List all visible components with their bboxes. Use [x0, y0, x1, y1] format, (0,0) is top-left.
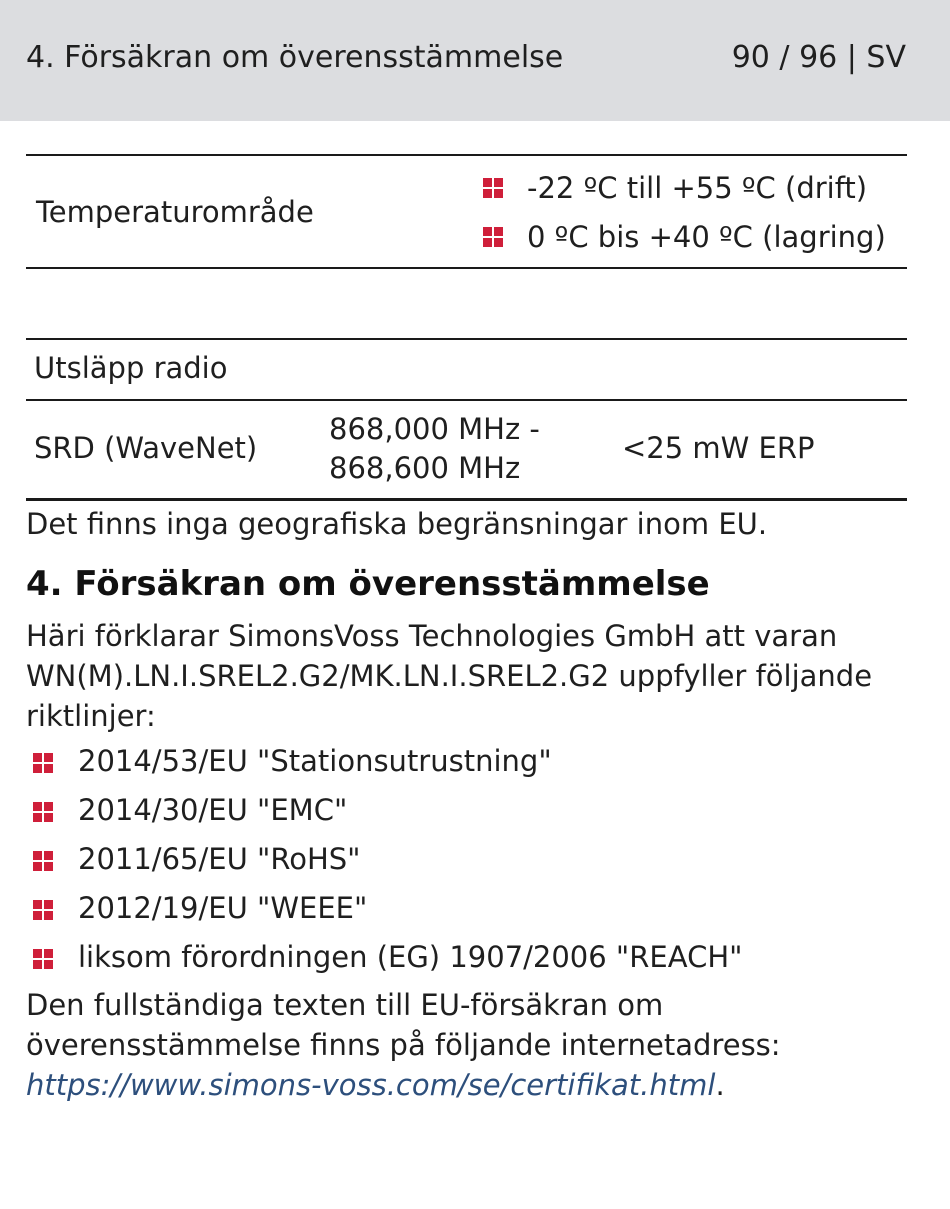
- table-rule: [26, 154, 907, 156]
- bullet-icon: [483, 178, 503, 198]
- certificate-link[interactable]: https://www.simons-voss.com/se/certifikat.html: [26, 1068, 716, 1102]
- radio-power: <25 mW ERP: [622, 431, 815, 465]
- list-item: 2014/53/EU "Stationsutrustning": [78, 744, 552, 778]
- closing-text: Den fullständiga texten till EU-försäkran om överensstämmelse finns på följande internetadress:: [26, 988, 781, 1062]
- bullet-icon: [483, 227, 503, 247]
- section-intro: Häri förklarar SimonsVoss Technologies GmbH att varan WN(M).LN.I.SREL2.G2/MK.LN.I.SREL2.G2 uppfyller följande riktlinjer:: [26, 619, 873, 733]
- page-header: [0, 0, 950, 121]
- radio-name: SRD (WaveNet): [34, 431, 258, 465]
- page-number: 90 / 96 | SV: [731, 40, 906, 75]
- radio-heading: Utsläpp radio: [34, 351, 228, 385]
- list-item: 2014/30/EU "EMC": [78, 793, 348, 827]
- list-item: liksom förordningen (EG) 1907/2006 "REACH": [78, 940, 743, 974]
- bullet-icon: [33, 851, 53, 871]
- table-rule: [26, 399, 907, 401]
- bullet-icon: [33, 753, 53, 773]
- table-rule: [26, 498, 907, 501]
- radio-frequency-end: 868,600 MHz: [329, 451, 521, 485]
- temperature-operating: -22 ºC till +55 ºC (drift): [527, 171, 868, 205]
- table-rule: [26, 267, 907, 269]
- bullet-icon: [33, 949, 53, 969]
- section-heading: 4. Försäkran om överensstämmelse: [26, 564, 710, 604]
- list-item: 2011/65/EU "RoHS": [78, 842, 361, 876]
- bullet-icon: [33, 802, 53, 822]
- closing-period: .: [715, 1068, 725, 1102]
- temperature-storage: 0 ºC bis +40 ºC (lagring): [527, 220, 886, 254]
- radio-frequency-start: 868,000 MHz -: [329, 412, 540, 446]
- temperature-label: Temperaturområde: [36, 195, 314, 229]
- bullet-icon: [33, 900, 53, 920]
- list-item: 2012/19/EU "WEEE": [78, 891, 368, 925]
- geo-note: Det finns inga geografiska begränsningar inom EU.: [26, 507, 768, 541]
- closing-paragraph: [26, 985, 916, 1105]
- table-rule: [26, 338, 907, 340]
- header-title: 4. Försäkran om överensstämmelse: [26, 40, 564, 75]
